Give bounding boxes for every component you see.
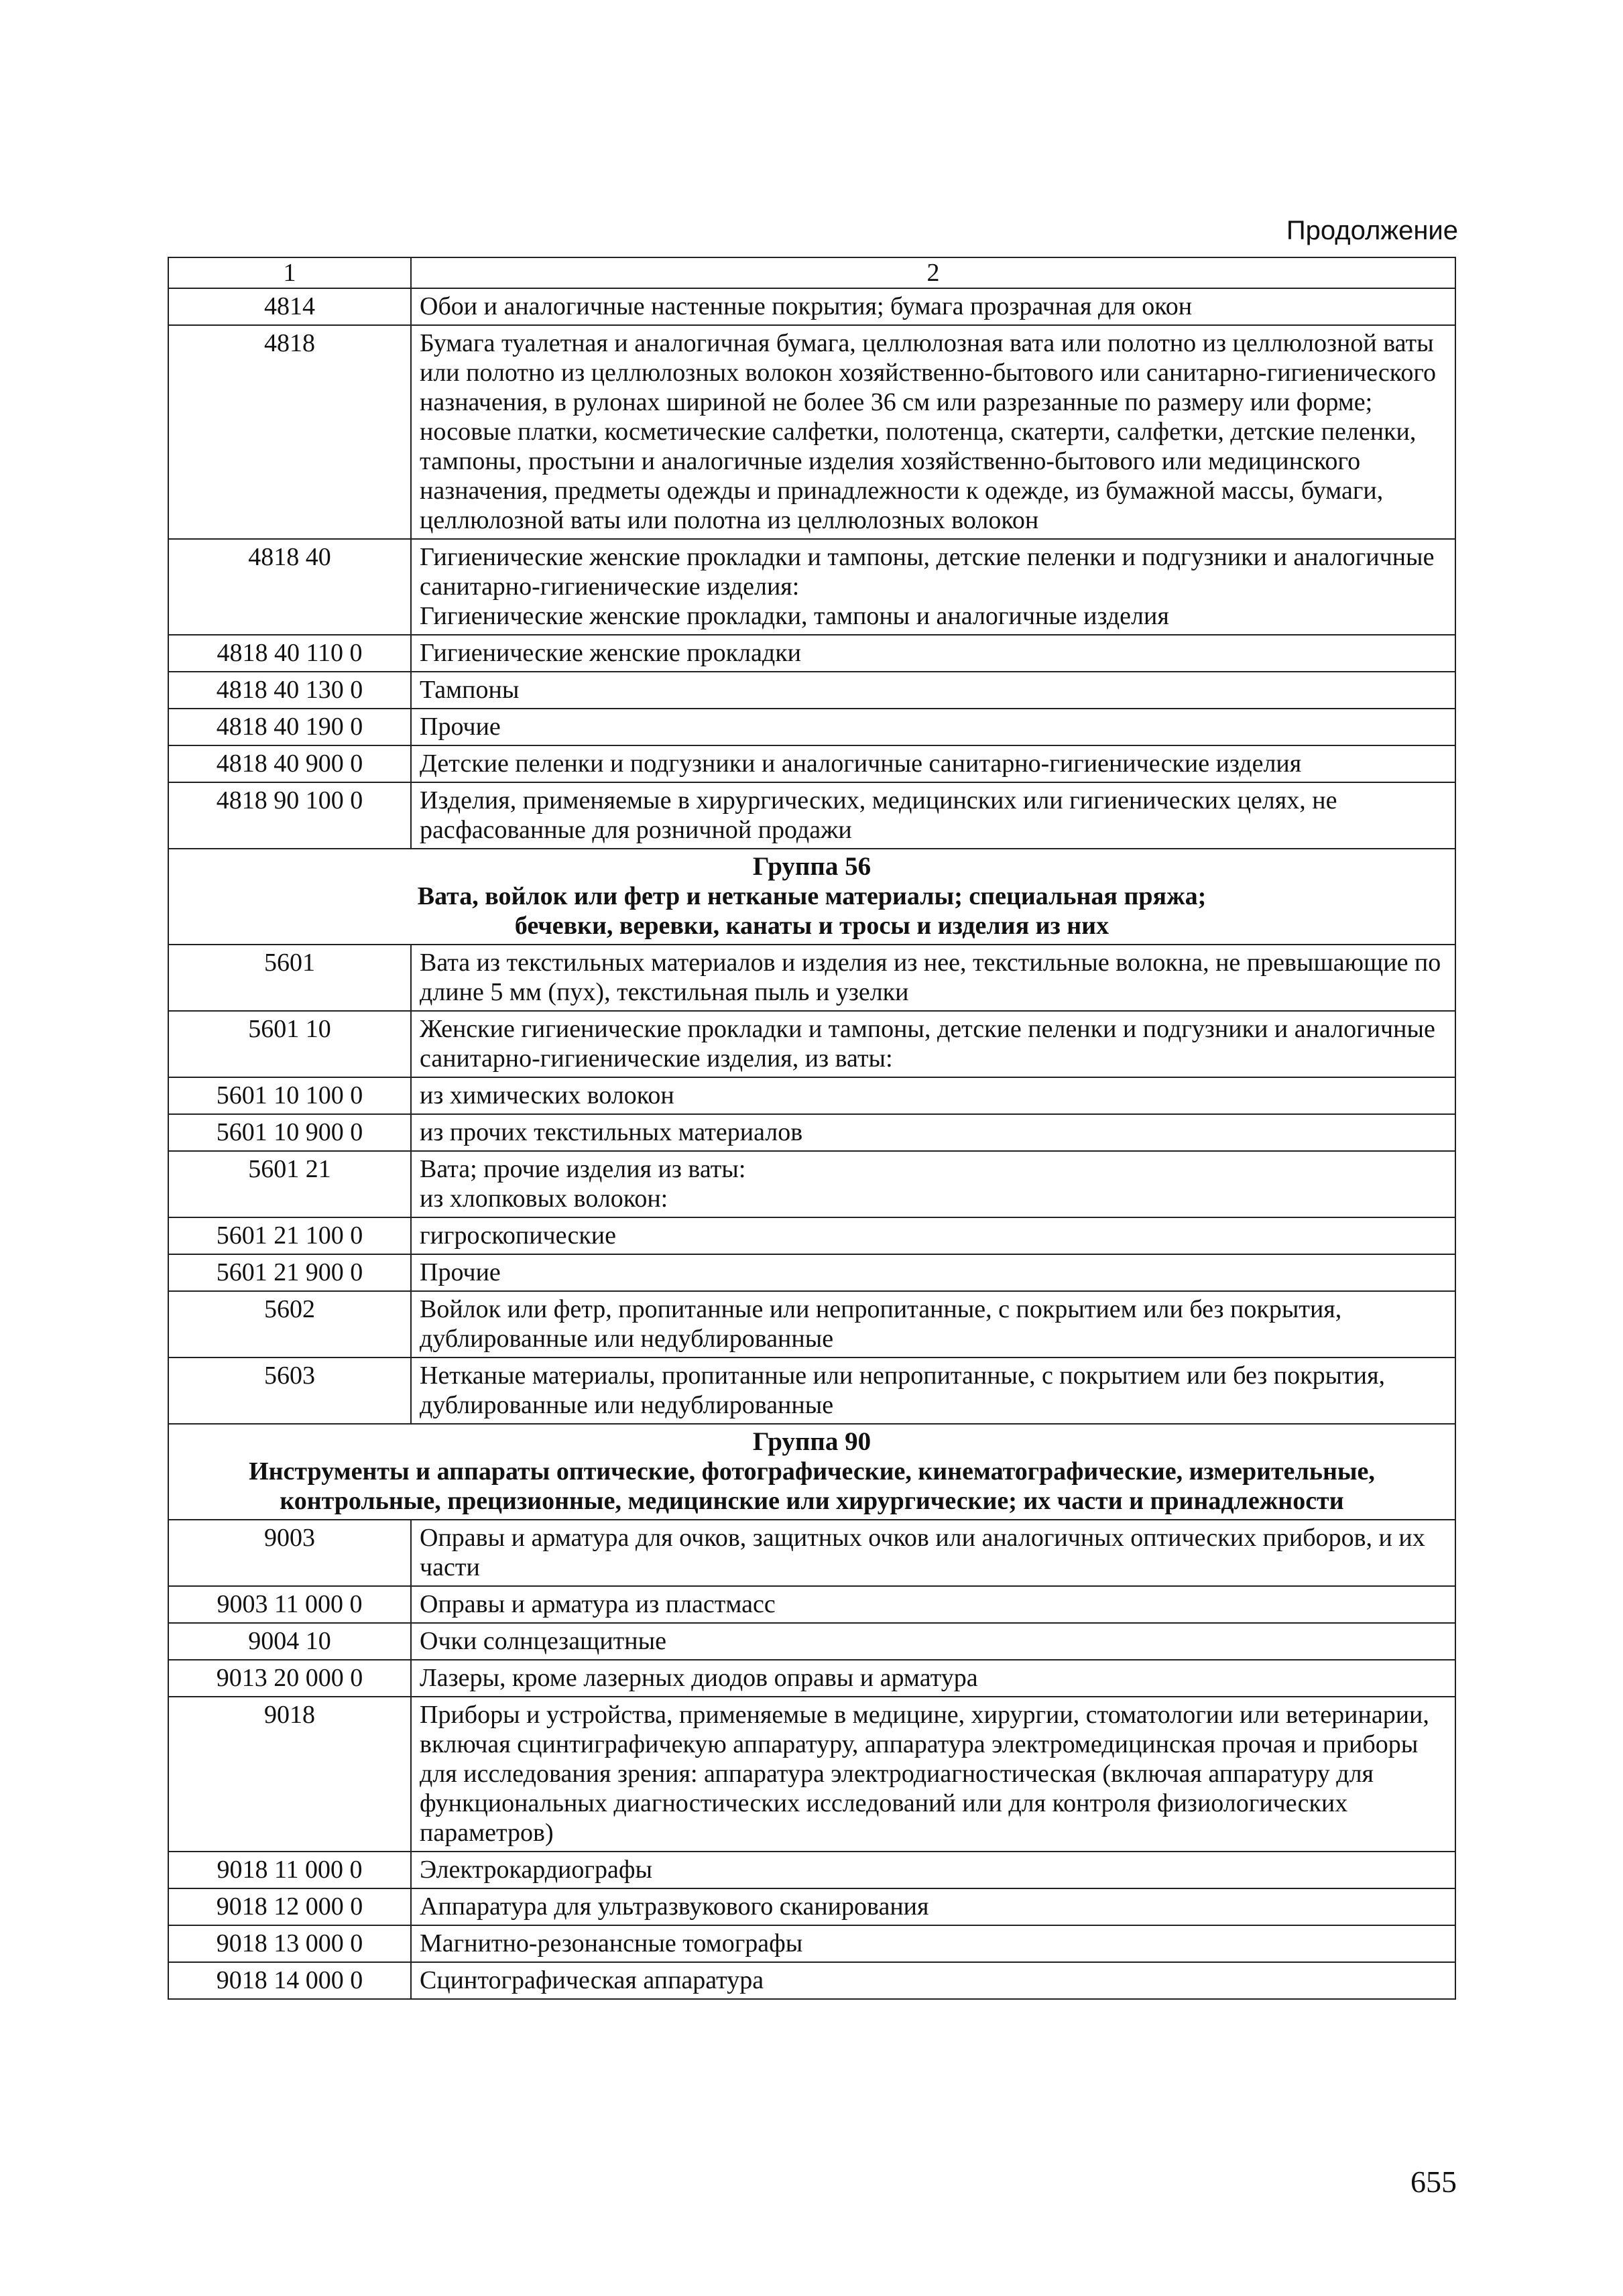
group-title-line-1: Инструменты и аппараты оптические, фотографические, кинематографические, измерительные, [249,1457,1375,1486]
description-cell [411,1357,1455,1424]
description-subtext: Гигиенические женские прокладки, тампоны и аналогичные изделия [420,602,1169,630]
table-row [168,1520,1455,1586]
description-cell [411,1217,1455,1254]
code-cell: 5601 [168,945,411,1011]
description-text: Магнитно-резонансные томографы [420,1929,803,1957]
description-cell [411,782,1455,849]
description-cell [411,635,1455,672]
table-row [168,288,1455,325]
code-cell: 4818 40 110 0 [168,635,411,672]
description-text: Лазеры, кроме лазерных диодов оправы и арматура [420,1664,978,1692]
table-row [168,945,1455,1011]
group-heading-row [168,1424,1455,1520]
table-row [168,709,1455,745]
description-text: Детские пеленки и подгузники и аналогичные санитарно-гигиенические изделия [420,749,1302,778]
code-cell: 9018 13 000 0 [168,1925,411,1962]
code-cell: 4818 90 100 0 [168,782,411,849]
table-row [168,782,1455,849]
code-cell: 5601 21 100 0 [168,1217,411,1254]
table-row [168,672,1455,709]
description-cell [411,945,1455,1011]
description-cell [411,1962,1455,1999]
description-cell [411,1151,1455,1217]
code-cell: 9018 12 000 0 [168,1888,411,1925]
code-cell: 4818 40 900 0 [168,745,411,782]
description-cell [411,1660,1455,1697]
description-cell [411,1011,1455,1077]
code-cell: 9003 11 000 0 [168,1586,411,1623]
description-text: Прочие [420,713,501,741]
tnved-code-table [168,257,1456,2000]
table-row [168,1888,1455,1925]
table-row [168,325,1455,539]
table-row [168,1357,1455,1424]
code-cell: 9004 10 [168,1623,411,1660]
table-row [168,1217,1455,1254]
description-cell [411,709,1455,745]
description-text: Тампоны [420,676,520,704]
code-cell: 4818 40 190 0 [168,709,411,745]
code-cell: 9003 [168,1520,411,1586]
code-cell: 4814 [168,288,411,325]
page-number: 655 [1410,2165,1457,2199]
table-row [168,1291,1455,1357]
description-text: из прочих текстильных материалов [420,1118,803,1146]
code-cell: 4818 40 130 0 [168,672,411,709]
group-heading [168,1424,1455,1520]
group-title-line-1: Вата, войлок или фетр и нетканые материалы; специальная пряжа; [417,882,1207,910]
description-text: Аппаратура для ультразвукового сканирования [420,1892,929,1921]
table-row [168,1011,1455,1077]
code-cell: 5603 [168,1357,411,1424]
group-heading-row [168,849,1455,945]
description-text: Изделия, применяемые в хирургических, медицинских или гигиенических целях, не расфасованные для розничной продажи [420,786,1337,844]
group-title-line-2: контрольные, прецизионные, медицинские или хирургические; их части и принадлежности [280,1487,1344,1515]
code-cell: 5601 21 900 0 [168,1254,411,1291]
code-cell: 9018 [168,1697,411,1852]
code-cell: 5601 10 [168,1011,411,1077]
description-text: гигроскопические [420,1221,616,1250]
code-cell: 5601 21 [168,1151,411,1217]
table-row [168,745,1455,782]
code-cell: 9013 20 000 0 [168,1660,411,1697]
group-title-line-2: бечевки, веревки, канаты и тросы и изделия из них [514,912,1109,940]
description-subtext: из хлопковых волокон: [420,1185,668,1213]
description-cell [411,1888,1455,1925]
column-number-1: 1 [168,257,411,288]
table-row [168,1254,1455,1291]
table-row [168,1151,1455,1217]
description-cell [411,1520,1455,1586]
group-heading [168,849,1455,945]
description-text: Вата из текстильных материалов и изделия из нее, текстильные волокна, не превышающие по длине 5 мм (пух), текстильная пыль и узелки [420,949,1441,1006]
table-row [168,1114,1455,1151]
description-text: Гигиенические женские прокладки [420,639,802,667]
description-text: Бумага туалетная и аналогичная бумага, целлюлозная вата или полотно из целлюлозной ваты или полотно из целлюлозных волокон хозяйственно-бытового или санитарно-гигиенического назначения, в рулонах шириной не более 36 см или разрезанные по размеру или форме; носовые платки, косметические салфетки, полотенца, скатерти, салфетки, детские пеленки, тампоны, простыни и аналогичные изделия хозяйственно-бытового или медицинского назначения, предметы одежды и принадлежности к одежде, из бумажной массы, бумаги, целлюлозной ваты или полотна из целлюлозных волокон [420,329,1436,534]
code-cell: 5601 10 100 0 [168,1077,411,1114]
description-text: Нетканые материалы, пропитанные или непропитанные, с покрытием или без покрытия, дублированные или недублированные [420,1362,1386,1419]
description-text: Сцинтографическая аппаратура [420,1966,764,1994]
description-cell [411,1077,1455,1114]
description-cell [411,1586,1455,1623]
table-row [168,1586,1455,1623]
column-number-row [168,257,1455,288]
description-text: из химических волокон [420,1081,674,1109]
table-row [168,1925,1455,1962]
description-text: Оправы и арматура для очков, защитных очков или аналогичных оптических приборов, и их части [420,1524,1425,1581]
description-cell [411,1623,1455,1660]
table-row [168,1962,1455,1999]
description-cell [411,539,1455,635]
description-cell [411,672,1455,709]
description-cell [411,1925,1455,1962]
description-cell [411,325,1455,539]
table-row [168,1660,1455,1697]
code-cell: 4818 40 [168,539,411,635]
group-number: Группа 56 [752,852,871,881]
description-text: Вата; прочие изделия из ваты: [420,1155,746,1183]
table-row [168,539,1455,635]
column-number-2: 2 [411,257,1455,288]
description-text: Обои и аналогичные настенные покрытия; бумага прозрачная для окон [420,292,1193,320]
description-text: Оправы и арматура из пластмасс [420,1590,776,1618]
description-cell [411,1697,1455,1852]
table-row [168,1623,1455,1660]
description-cell [411,1852,1455,1888]
code-cell: 9018 11 000 0 [168,1852,411,1888]
description-cell [411,745,1455,782]
description-cell [411,1114,1455,1151]
table-row [168,1852,1455,1888]
description-text: Войлок или фетр, пропитанные или непропитанные, с покрытием или без покрытия, дублированные или недублированные [420,1295,1342,1353]
code-cell: 4818 [168,325,411,539]
description-text: Приборы и устройства, применяемые в медицине, хирургии, стоматологии или ветеринарии, включая сцинтиграфичекую аппаратуру, аппаратура электромедицинская прочая и приборы для исследования зрения: аппаратура электродиагностическая (включая аппаратуру для функциональных диагностических исследований или для контроля физиологических параметров) [420,1701,1429,1847]
table-row [168,635,1455,672]
description-text: Электрокардиографы [420,1856,652,1884]
table-row [168,1697,1455,1852]
description-text: Прочие [420,1258,501,1286]
description-cell [411,1254,1455,1291]
code-cell: 5601 10 900 0 [168,1114,411,1151]
description-text: Женские гигиенические прокладки и тампоны, детские пеленки и подгузники и аналогичные санитарно-гигиенические изделия, из ваты: [420,1015,1435,1073]
group-number: Группа 90 [752,1427,871,1456]
description-text: Гигиенические женские прокладки и тампоны, детские пеленки и подгузники и аналогичные санитарно-гигиенические изделия: [420,543,1435,601]
description-text: Очки солнцезащитные [420,1627,666,1655]
description-cell [411,288,1455,325]
code-cell: 9018 14 000 0 [168,1962,411,1999]
code-cell: 5602 [168,1291,411,1357]
description-cell [411,1291,1455,1357]
continuation-label: Продолжение [1286,216,1458,245]
table-body [168,257,1455,1999]
table-row [168,1077,1455,1114]
